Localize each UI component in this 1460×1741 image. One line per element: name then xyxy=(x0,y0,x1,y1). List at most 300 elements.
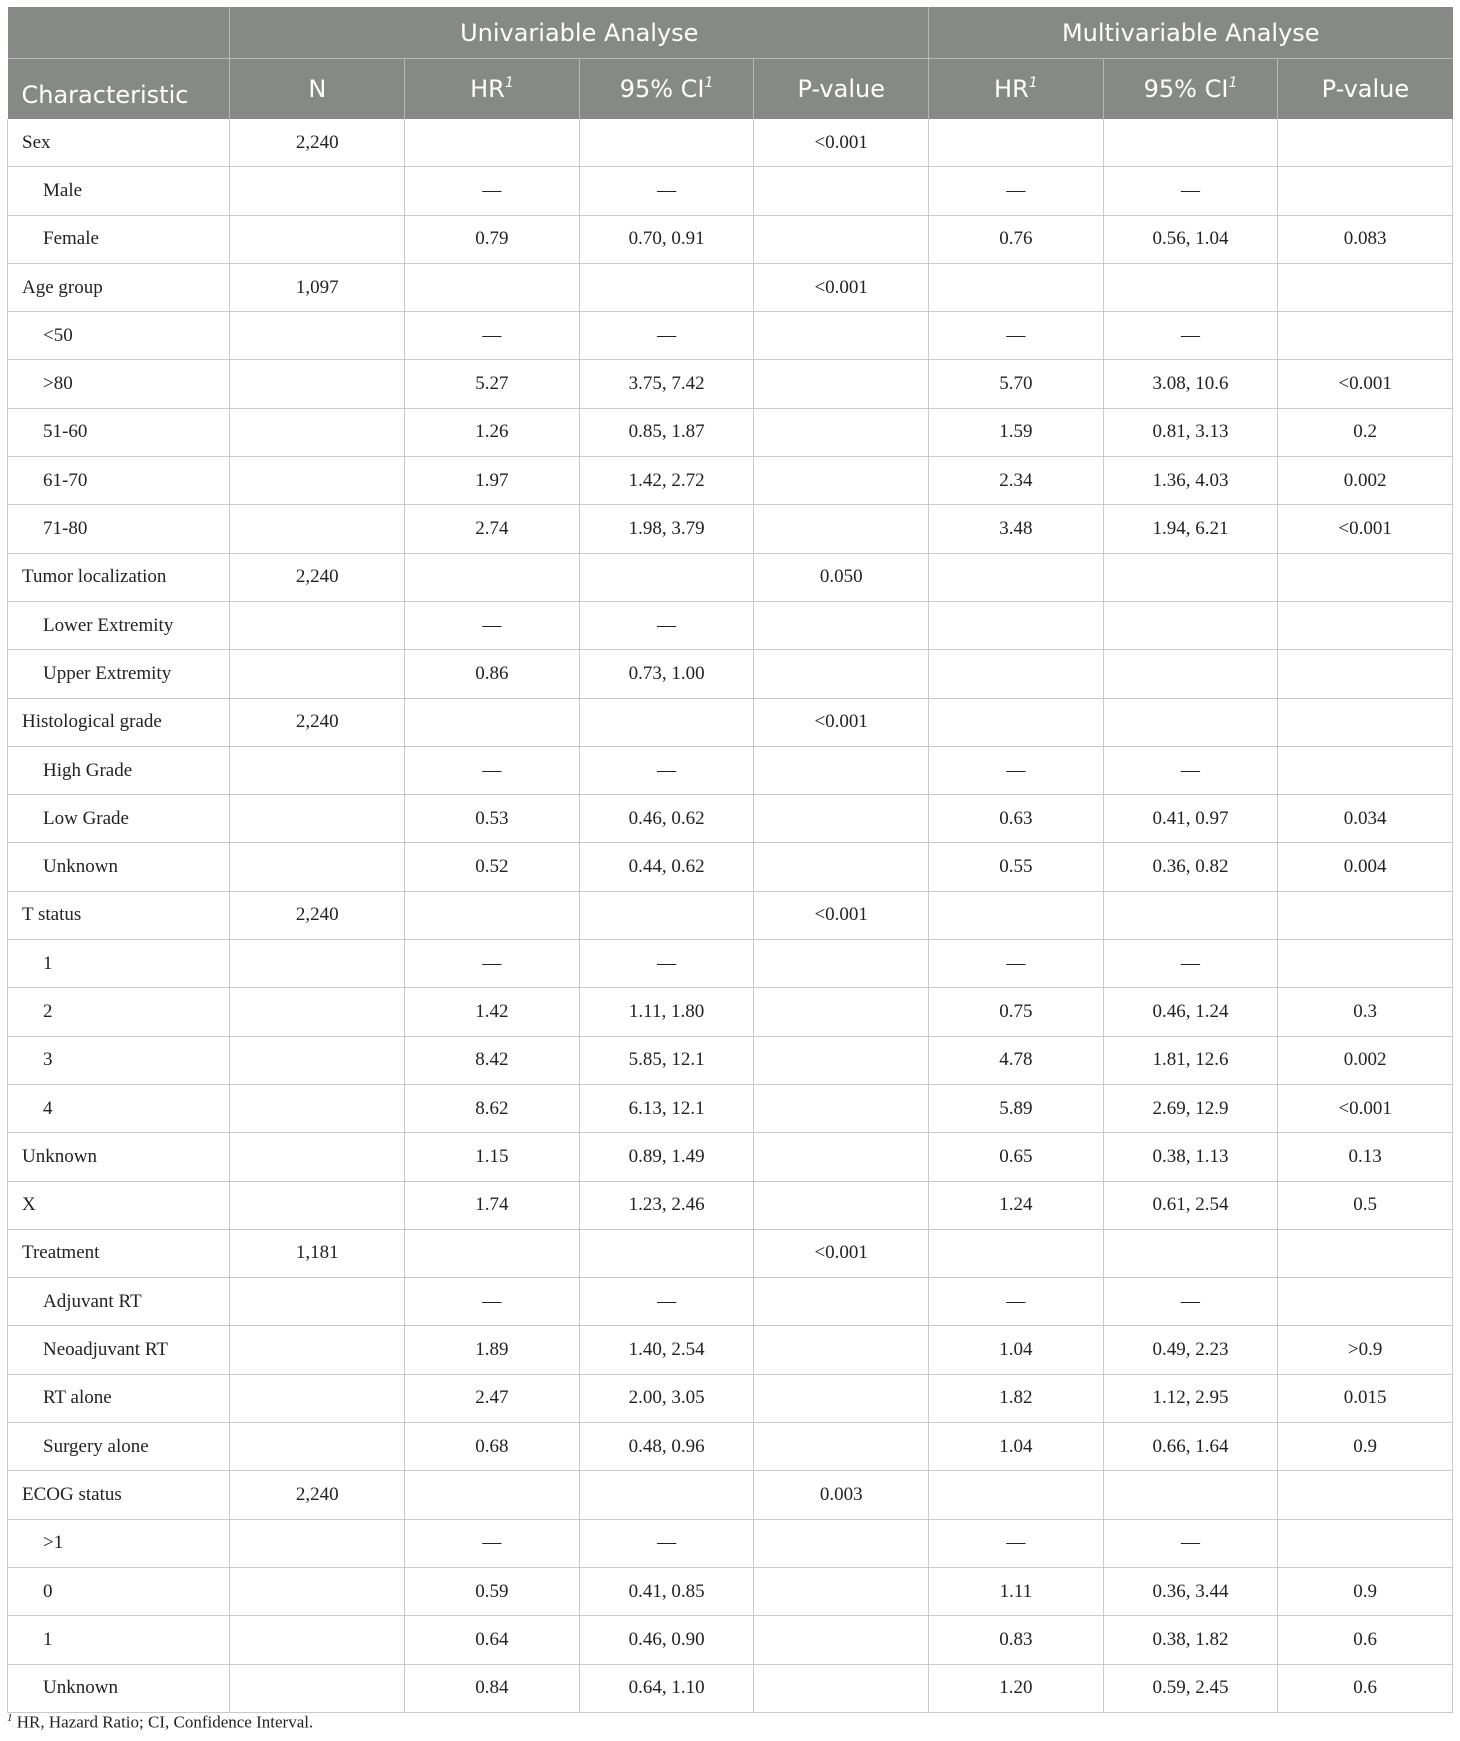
cell-ci xyxy=(579,263,754,311)
cell-multi-hr xyxy=(929,1229,1104,1277)
table-footnote xyxy=(7,1712,313,1733)
cell-multi-ci xyxy=(1103,119,1278,167)
cell-p-value xyxy=(754,1084,929,1132)
cell-multi-ci: 1.94, 6.21 xyxy=(1103,505,1278,553)
cell-multi-hr xyxy=(929,1471,1104,1519)
cell-n xyxy=(230,940,405,988)
cell-n xyxy=(230,1278,405,1326)
cell-hr: 0.84 xyxy=(405,1664,580,1712)
cell-characteristic: 1 xyxy=(8,1616,230,1664)
cell-characteristic: Upper Extremity xyxy=(8,650,230,698)
cell-multi-p-value xyxy=(1278,1519,1453,1567)
cell-multi-ci xyxy=(1103,263,1278,311)
cell-hr xyxy=(405,1471,580,1519)
cell-n xyxy=(230,1567,405,1615)
cell-characteristic: 71-80 xyxy=(8,505,230,553)
cell-p-value: <0.001 xyxy=(754,891,929,939)
cell-multi-hr: 1.82 xyxy=(929,1374,1104,1422)
cell-p-value xyxy=(754,1374,929,1422)
cell-n xyxy=(230,360,405,408)
cell-p-value xyxy=(754,215,929,263)
cell-hr: 0.79 xyxy=(405,215,580,263)
cell-ci: 0.73, 1.00 xyxy=(579,650,754,698)
cell-p-value xyxy=(754,360,929,408)
cell-p-value xyxy=(754,795,929,843)
cell-multi-p-value xyxy=(1278,601,1453,649)
cell-multi-p-value: 0.9 xyxy=(1278,1423,1453,1471)
cell-ci: 0.48, 0.96 xyxy=(579,1423,754,1471)
cell-multi-p-value: 0.004 xyxy=(1278,843,1453,891)
cell-n xyxy=(230,312,405,360)
cell-ci: 1.98, 3.79 xyxy=(579,505,754,553)
cell-n xyxy=(230,215,405,263)
cell-multi-ci: — xyxy=(1103,1278,1278,1326)
cell-hr: — xyxy=(405,1278,580,1326)
cell-characteristic: Age group xyxy=(8,263,230,311)
cell-multi-hr xyxy=(929,698,1104,746)
cell-hr: — xyxy=(405,601,580,649)
cell-multi-ci xyxy=(1103,1471,1278,1519)
cell-p-value xyxy=(754,601,929,649)
cell-multi-ci xyxy=(1103,553,1278,601)
cell-characteristic: Low Grade xyxy=(8,795,230,843)
cell-n xyxy=(230,1374,405,1422)
cell-hr xyxy=(405,263,580,311)
cell-multi-hr: 1.04 xyxy=(929,1326,1104,1374)
cell-hr: 8.42 xyxy=(405,1036,580,1084)
cell-multi-p-value xyxy=(1278,746,1453,794)
cell-multi-hr: 3.48 xyxy=(929,505,1104,553)
cell-p-value: 0.050 xyxy=(754,553,929,601)
table-row xyxy=(8,746,1453,794)
cell-ci xyxy=(579,1229,754,1277)
cell-p-value xyxy=(754,1567,929,1615)
cell-p-value: 0.003 xyxy=(754,1471,929,1519)
cell-p-value: <0.001 xyxy=(754,1229,929,1277)
cell-p-value xyxy=(754,940,929,988)
cell-p-value xyxy=(754,1326,929,1374)
cell-n xyxy=(230,1423,405,1471)
table-row xyxy=(8,891,1453,939)
cell-n xyxy=(230,1519,405,1567)
cell-multi-hr: — xyxy=(929,746,1104,794)
cell-ci: 5.85, 12.1 xyxy=(579,1036,754,1084)
cell-n xyxy=(230,650,405,698)
cell-n: 1,097 xyxy=(230,263,405,311)
cell-ci: 6.13, 12.1 xyxy=(579,1084,754,1132)
cell-n xyxy=(230,1133,405,1181)
cell-characteristic: 2 xyxy=(8,988,230,1036)
table-row xyxy=(8,263,1453,311)
cell-multi-p-value xyxy=(1278,263,1453,311)
cell-characteristic: Surgery alone xyxy=(8,1423,230,1471)
cell-characteristic: Unknown xyxy=(8,843,230,891)
table-row xyxy=(8,1278,1453,1326)
table-row xyxy=(8,1567,1453,1615)
cell-multi-ci: 0.61, 2.54 xyxy=(1103,1181,1278,1229)
cell-multi-hr: 1.24 xyxy=(929,1181,1104,1229)
cell-ci: — xyxy=(579,167,754,215)
cell-ci xyxy=(579,119,754,167)
results-table-container xyxy=(7,7,1453,1713)
cell-n xyxy=(230,795,405,843)
cell-characteristic: Treatment xyxy=(8,1229,230,1277)
cell-hr: 1.97 xyxy=(405,457,580,505)
table-row xyxy=(8,940,1453,988)
cell-multi-ci: — xyxy=(1103,940,1278,988)
cell-ci: 0.70, 0.91 xyxy=(579,215,754,263)
column-header-row xyxy=(8,59,1453,120)
cell-n xyxy=(230,1181,405,1229)
table-row xyxy=(8,650,1453,698)
cell-ci: 3.75, 7.42 xyxy=(579,360,754,408)
cell-p-value xyxy=(754,1519,929,1567)
col-multi-ci-label: 95% CI xyxy=(1143,75,1229,103)
cell-p-value xyxy=(754,843,929,891)
table-row xyxy=(8,1664,1453,1712)
cell-multi-ci: 0.56, 1.04 xyxy=(1103,215,1278,263)
cell-hr: 1.26 xyxy=(405,408,580,456)
cell-multi-hr xyxy=(929,650,1104,698)
cell-multi-ci: — xyxy=(1103,746,1278,794)
cell-multi-ci: 1.81, 12.6 xyxy=(1103,1036,1278,1084)
cell-characteristic: ECOG status xyxy=(8,1471,230,1519)
cell-p-value xyxy=(754,1423,929,1471)
cell-p-value: <0.001 xyxy=(754,263,929,311)
cell-multi-hr: 0.75 xyxy=(929,988,1104,1036)
cell-multi-hr: 2.34 xyxy=(929,457,1104,505)
cell-multi-p-value: 0.015 xyxy=(1278,1374,1453,1422)
cell-hr: 2.74 xyxy=(405,505,580,553)
cell-multi-p-value: 0.002 xyxy=(1278,1036,1453,1084)
cell-n: 2,240 xyxy=(230,553,405,601)
col-multi-hr-footnote-mark: 1 xyxy=(1028,75,1038,91)
header-blank xyxy=(8,7,230,59)
cell-multi-p-value xyxy=(1278,1278,1453,1326)
cell-n xyxy=(230,988,405,1036)
cell-hr xyxy=(405,553,580,601)
cell-p-value xyxy=(754,167,929,215)
col-ci xyxy=(579,59,754,120)
cell-multi-p-value: 0.13 xyxy=(1278,1133,1453,1181)
cell-multi-ci: — xyxy=(1103,1519,1278,1567)
cell-hr xyxy=(405,1229,580,1277)
cell-characteristic: 61-70 xyxy=(8,457,230,505)
cell-hr: 1.42 xyxy=(405,988,580,1036)
footnote-text: HR, Hazard Ratio; CI, Confidence Interval. xyxy=(16,1712,314,1732)
cell-multi-ci xyxy=(1103,601,1278,649)
cell-hr: — xyxy=(405,940,580,988)
cell-multi-ci xyxy=(1103,698,1278,746)
cell-p-value xyxy=(754,312,929,360)
table-row xyxy=(8,1374,1453,1422)
cell-multi-ci: 0.46, 1.24 xyxy=(1103,988,1278,1036)
cell-characteristic: High Grade xyxy=(8,746,230,794)
col-p: P-value xyxy=(754,59,929,120)
table-row xyxy=(8,988,1453,1036)
cell-multi-ci: 1.12, 2.95 xyxy=(1103,1374,1278,1422)
cell-hr xyxy=(405,698,580,746)
cell-ci: — xyxy=(579,1519,754,1567)
cell-multi-p-value: 0.2 xyxy=(1278,408,1453,456)
table-row xyxy=(8,1326,1453,1374)
cell-n: 1,181 xyxy=(230,1229,405,1277)
cell-n xyxy=(230,1664,405,1712)
cell-multi-p-value xyxy=(1278,1229,1453,1277)
cell-multi-p-value: 0.002 xyxy=(1278,457,1453,505)
table-row xyxy=(8,698,1453,746)
cell-hr: 0.64 xyxy=(405,1616,580,1664)
cell-ci: 0.89, 1.49 xyxy=(579,1133,754,1181)
cell-p-value xyxy=(754,1133,929,1181)
cell-ci: 2.00, 3.05 xyxy=(579,1374,754,1422)
cell-p-value xyxy=(754,1278,929,1326)
cell-ci xyxy=(579,1471,754,1519)
cell-characteristic: Tumor localization xyxy=(8,553,230,601)
cell-multi-hr: 0.76 xyxy=(929,215,1104,263)
cell-n xyxy=(230,505,405,553)
cell-p-value xyxy=(754,1036,929,1084)
cell-p-value xyxy=(754,988,929,1036)
cell-ci: — xyxy=(579,312,754,360)
table-row xyxy=(8,795,1453,843)
cell-characteristic: T status xyxy=(8,891,230,939)
cell-multi-hr xyxy=(929,553,1104,601)
table-row xyxy=(8,1133,1453,1181)
cell-multi-ci: 0.49, 2.23 xyxy=(1103,1326,1278,1374)
table-row xyxy=(8,1229,1453,1277)
table-row xyxy=(8,167,1453,215)
cell-multi-ci: 0.36, 3.44 xyxy=(1103,1567,1278,1615)
cell-ci: 0.64, 1.10 xyxy=(579,1664,754,1712)
cell-characteristic: Adjuvant RT xyxy=(8,1278,230,1326)
table-row xyxy=(8,1423,1453,1471)
cell-p-value xyxy=(754,505,929,553)
table-row xyxy=(8,1036,1453,1084)
cell-n xyxy=(230,746,405,794)
cell-multi-ci xyxy=(1103,650,1278,698)
cell-n: 2,240 xyxy=(230,1471,405,1519)
cell-p-value xyxy=(754,1664,929,1712)
cell-multi-ci: 0.36, 0.82 xyxy=(1103,843,1278,891)
cell-multi-ci xyxy=(1103,891,1278,939)
cell-n xyxy=(230,167,405,215)
cell-multi-hr xyxy=(929,601,1104,649)
col-multi-ci-footnote-mark: 1 xyxy=(1228,75,1238,91)
cell-n: 2,240 xyxy=(230,119,405,167)
cell-multi-hr xyxy=(929,891,1104,939)
cell-multi-hr: 0.55 xyxy=(929,843,1104,891)
cell-hr: 0.68 xyxy=(405,1423,580,1471)
cell-characteristic: Unknown xyxy=(8,1664,230,1712)
cell-p-value xyxy=(754,1616,929,1664)
hazard-ratio-table xyxy=(7,7,1453,1713)
cell-n: 2,240 xyxy=(230,891,405,939)
cell-ci: — xyxy=(579,940,754,988)
cell-ci: — xyxy=(579,1278,754,1326)
cell-multi-hr: — xyxy=(929,312,1104,360)
cell-multi-ci: 0.41, 0.97 xyxy=(1103,795,1278,843)
cell-multi-p-value xyxy=(1278,940,1453,988)
cell-multi-hr: 0.63 xyxy=(929,795,1104,843)
cell-n xyxy=(230,457,405,505)
cell-characteristic: Neoadjuvant RT xyxy=(8,1326,230,1374)
cell-multi-p-value: 0.3 xyxy=(1278,988,1453,1036)
table-row xyxy=(8,360,1453,408)
table-row xyxy=(8,119,1453,167)
col-multi-hr-label: HR xyxy=(994,75,1029,103)
col-characteristic: Characteristic xyxy=(8,59,230,120)
cell-n xyxy=(230,601,405,649)
cell-hr: 5.27 xyxy=(405,360,580,408)
cell-multi-p-value xyxy=(1278,891,1453,939)
cell-p-value xyxy=(754,408,929,456)
cell-multi-hr: 5.70 xyxy=(929,360,1104,408)
cell-n xyxy=(230,1084,405,1132)
cell-multi-hr: — xyxy=(929,167,1104,215)
footnote-mark: 1 xyxy=(7,1712,13,1724)
cell-hr: 1.15 xyxy=(405,1133,580,1181)
cell-multi-p-value xyxy=(1278,119,1453,167)
cell-n xyxy=(230,1036,405,1084)
col-multi-ci xyxy=(1103,59,1278,120)
cell-multi-hr: 1.59 xyxy=(929,408,1104,456)
cell-ci: 0.46, 0.90 xyxy=(579,1616,754,1664)
cell-multi-hr xyxy=(929,119,1104,167)
cell-multi-p-value: 0.6 xyxy=(1278,1616,1453,1664)
cell-hr: 1.74 xyxy=(405,1181,580,1229)
cell-ci: 0.44, 0.62 xyxy=(579,843,754,891)
col-hr-label: HR xyxy=(470,75,505,103)
cell-multi-ci: 3.08, 10.6 xyxy=(1103,360,1278,408)
cell-characteristic: Female xyxy=(8,215,230,263)
col-multi-hr xyxy=(929,59,1104,120)
cell-multi-hr: 0.65 xyxy=(929,1133,1104,1181)
cell-ci: 1.40, 2.54 xyxy=(579,1326,754,1374)
cell-hr: 0.86 xyxy=(405,650,580,698)
table-row xyxy=(8,553,1453,601)
cell-characteristic: 0 xyxy=(8,1567,230,1615)
cell-multi-p-value: 0.034 xyxy=(1278,795,1453,843)
cell-hr: 2.47 xyxy=(405,1374,580,1422)
cell-characteristic: Unknown xyxy=(8,1133,230,1181)
table-body xyxy=(8,119,1453,1712)
cell-multi-hr: — xyxy=(929,1278,1104,1326)
cell-multi-p-value xyxy=(1278,650,1453,698)
cell-p-value xyxy=(754,1181,929,1229)
cell-multi-ci: — xyxy=(1103,312,1278,360)
cell-ci xyxy=(579,891,754,939)
cell-hr xyxy=(405,891,580,939)
cell-n xyxy=(230,843,405,891)
cell-multi-p-value xyxy=(1278,553,1453,601)
cell-characteristic: Male xyxy=(8,167,230,215)
cell-multi-hr: 1.04 xyxy=(929,1423,1104,1471)
table-row xyxy=(8,1471,1453,1519)
cell-multi-p-value xyxy=(1278,1471,1453,1519)
cell-characteristic: >80 xyxy=(8,360,230,408)
cell-characteristic: Sex xyxy=(8,119,230,167)
cell-hr: — xyxy=(405,312,580,360)
table-row xyxy=(8,601,1453,649)
cell-multi-ci: 0.38, 1.82 xyxy=(1103,1616,1278,1664)
col-hr-footnote-mark: 1 xyxy=(504,75,514,91)
cell-multi-p-value: 0.083 xyxy=(1278,215,1453,263)
col-hr xyxy=(405,59,580,120)
table-row xyxy=(8,1084,1453,1132)
table-row xyxy=(8,505,1453,553)
table-header xyxy=(8,7,1453,119)
cell-multi-hr: 4.78 xyxy=(929,1036,1104,1084)
col-ci-footnote-mark: 1 xyxy=(704,75,714,91)
cell-hr: — xyxy=(405,1519,580,1567)
cell-hr: — xyxy=(405,167,580,215)
cell-multi-p-value: 0.9 xyxy=(1278,1567,1453,1615)
multivariable-group-header: Multivariable Analyse xyxy=(929,7,1453,59)
cell-multi-ci: 0.38, 1.13 xyxy=(1103,1133,1278,1181)
cell-ci: — xyxy=(579,746,754,794)
cell-ci: 1.42, 2.72 xyxy=(579,457,754,505)
cell-characteristic: X xyxy=(8,1181,230,1229)
cell-multi-hr xyxy=(929,263,1104,311)
cell-multi-p-value: 0.6 xyxy=(1278,1664,1453,1712)
cell-characteristic: 3 xyxy=(8,1036,230,1084)
group-header-row xyxy=(8,7,1453,59)
col-ci-label: 95% CI xyxy=(619,75,705,103)
cell-n xyxy=(230,408,405,456)
cell-hr: 1.89 xyxy=(405,1326,580,1374)
cell-multi-p-value: 0.5 xyxy=(1278,1181,1453,1229)
cell-multi-ci: — xyxy=(1103,167,1278,215)
table-row xyxy=(8,843,1453,891)
cell-hr xyxy=(405,119,580,167)
table-row xyxy=(8,1519,1453,1567)
cell-multi-p-value: <0.001 xyxy=(1278,505,1453,553)
col-n: N xyxy=(230,59,405,120)
cell-multi-ci: 0.59, 2.45 xyxy=(1103,1664,1278,1712)
cell-characteristic: Histological grade xyxy=(8,698,230,746)
cell-ci xyxy=(579,698,754,746)
cell-n xyxy=(230,1616,405,1664)
cell-hr: 8.62 xyxy=(405,1084,580,1132)
cell-multi-ci xyxy=(1103,1229,1278,1277)
table-row xyxy=(8,408,1453,456)
table-row xyxy=(8,1616,1453,1664)
table-row xyxy=(8,312,1453,360)
cell-multi-hr: 0.83 xyxy=(929,1616,1104,1664)
cell-ci xyxy=(579,553,754,601)
cell-hr: 0.53 xyxy=(405,795,580,843)
cell-multi-ci: 0.81, 3.13 xyxy=(1103,408,1278,456)
cell-multi-p-value xyxy=(1278,312,1453,360)
table-row xyxy=(8,1181,1453,1229)
cell-multi-ci: 0.66, 1.64 xyxy=(1103,1423,1278,1471)
cell-multi-hr: 1.20 xyxy=(929,1664,1104,1712)
cell-n: 2,240 xyxy=(230,698,405,746)
cell-multi-p-value: <0.001 xyxy=(1278,360,1453,408)
cell-multi-p-value xyxy=(1278,167,1453,215)
cell-characteristic: RT alone xyxy=(8,1374,230,1422)
cell-p-value xyxy=(754,650,929,698)
cell-hr: 0.59 xyxy=(405,1567,580,1615)
cell-p-value xyxy=(754,457,929,505)
cell-characteristic: >1 xyxy=(8,1519,230,1567)
cell-ci: 0.46, 0.62 xyxy=(579,795,754,843)
table-row xyxy=(8,457,1453,505)
cell-multi-hr: — xyxy=(929,1519,1104,1567)
cell-ci: 0.41, 0.85 xyxy=(579,1567,754,1615)
cell-p-value: <0.001 xyxy=(754,119,929,167)
